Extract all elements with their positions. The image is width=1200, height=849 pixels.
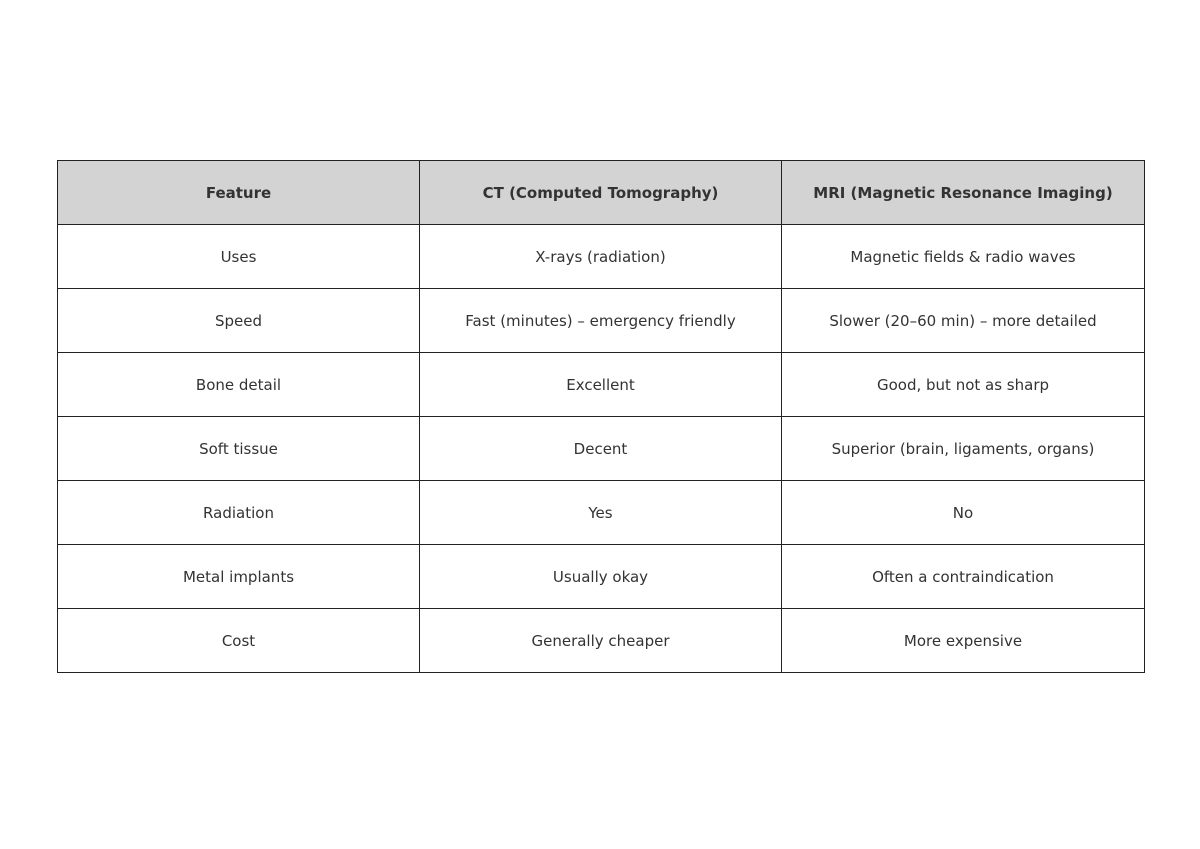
cell-feature: Uses xyxy=(58,225,420,289)
header-mri: MRI (Magnetic Resonance Imaging) xyxy=(782,161,1145,225)
comparison-table xyxy=(57,160,1145,673)
cell-ct: Fast (minutes) – emergency friendly xyxy=(420,289,782,353)
cell-ct: Decent xyxy=(420,417,782,481)
header-row xyxy=(58,161,1145,225)
cell-feature: Radiation xyxy=(58,481,420,545)
cell-feature: Cost xyxy=(58,609,420,673)
table-row-radiation xyxy=(58,481,1145,545)
header-feature: Feature xyxy=(58,161,420,225)
cell-ct: X-rays (radiation) xyxy=(420,225,782,289)
table-row-uses xyxy=(58,225,1145,289)
cell-mri: Superior (brain, ligaments, organs) xyxy=(782,417,1145,481)
table-row-metal-implants xyxy=(58,545,1145,609)
cell-ct: Yes xyxy=(420,481,782,545)
cell-feature: Speed xyxy=(58,289,420,353)
table-row-cost xyxy=(58,609,1145,673)
cell-mri: Slower (20–60 min) – more detailed xyxy=(782,289,1145,353)
cell-mri: More expensive xyxy=(782,609,1145,673)
cell-mri: Good, but not as sharp xyxy=(782,353,1145,417)
cell-mri: Often a contraindication xyxy=(782,545,1145,609)
cell-feature: Metal implants xyxy=(58,545,420,609)
cell-mri: Magnetic fields & radio waves xyxy=(782,225,1145,289)
cell-ct: Usually okay xyxy=(420,545,782,609)
table-header xyxy=(58,161,1145,225)
cell-mri: No xyxy=(782,481,1145,545)
cell-ct: Excellent xyxy=(420,353,782,417)
cell-feature: Soft tissue xyxy=(58,417,420,481)
cell-feature: Bone detail xyxy=(58,353,420,417)
header-ct: CT (Computed Tomography) xyxy=(420,161,782,225)
table-body xyxy=(58,225,1145,673)
table-row-speed xyxy=(58,289,1145,353)
table-row-bone-detail xyxy=(58,353,1145,417)
cell-ct: Generally cheaper xyxy=(420,609,782,673)
table-row-soft-tissue xyxy=(58,417,1145,481)
